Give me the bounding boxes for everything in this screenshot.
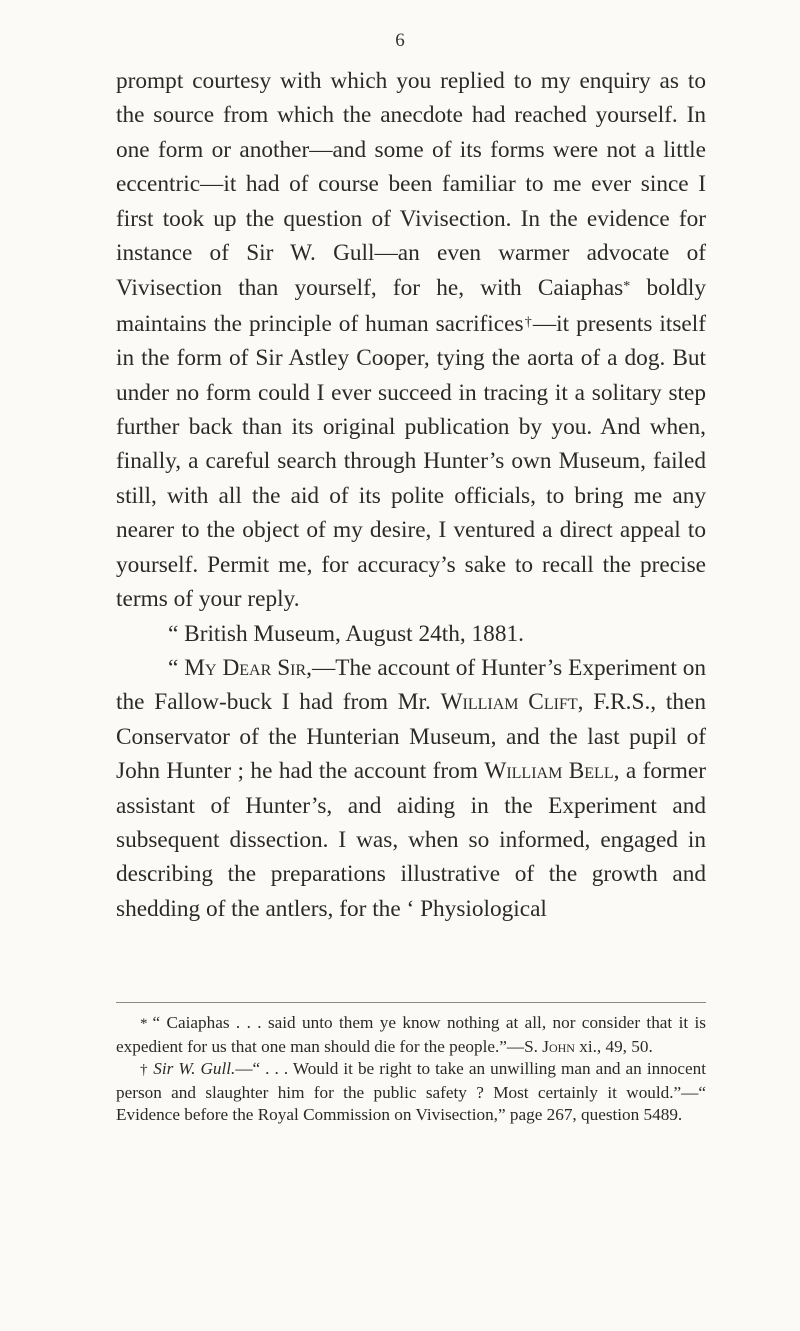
footnotes	[116, 1012, 706, 1127]
person-name: William Bell	[484, 758, 614, 785]
paragraph-text: —it presents itself in the form of Sir Astley Cooper, tying the aorta of a dog. But under no form could I ever succeed in tracing it a solitary step further back than its original publication by you. And when, finally, a careful search through Hunter’s own Museum, failed still, with all the aid of its polite officials, to bring me any nearer to the object of my desire, I ventured a direct appeal to yourself. Permit me, for accuracy’s sake to recall the precise terms of your reply.	[116, 310, 706, 613]
footnote-text: xi., 49, 50.	[574, 1036, 653, 1056]
footnote-name: Sir W. Gull.	[153, 1059, 236, 1079]
footnote-symbol: †	[140, 1062, 149, 1079]
salutation: My Dear Sir,	[184, 654, 312, 681]
page-number: 6	[395, 30, 405, 51]
footnote-symbol: *	[140, 1016, 148, 1032]
letter-heading: “ British Museum, August 24th, 1881.	[168, 620, 524, 647]
letter-text: —The account of Hunter’s Experiment on the Fallow-buck I had from Mr.	[116, 654, 706, 716]
footnote	[116, 1012, 706, 1058]
main-text	[116, 64, 706, 926]
letter-text: , a former assistant of Hunter’s, and aiding in the Experiment and subsequent dissection. I was, when so informed, engaged in describing the preparations illustrative of the growth and shedding of the antlers, for the ‘ Physiological	[116, 758, 706, 922]
letter-body	[116, 651, 706, 926]
paragraph	[116, 64, 706, 617]
letter-text: , F.R.S., then Conservator of the Hunterian Museum, and the last pupil of John Hunter ; he had the account from	[116, 689, 706, 785]
quote-mark: “	[168, 654, 185, 681]
footnote	[116, 1058, 706, 1127]
paragraph-text: boldly maintains the principle of human sacrifices	[116, 275, 706, 337]
footnote-mark: *	[623, 279, 631, 295]
footnote-mark: †	[523, 314, 533, 330]
paragraph-text: prompt courtesy with which you replied to my enquiry as to the source from which the anecdote had reached yourself. In one form or another—and some of its forms were not a little eccentric—it had of course been familiar to me ever since I first took up the question of Vivisection. In the evidence for instance of Sir W. Gull—an even warmer advocate of Vivisection than yourself, for he, with Caiaphas	[116, 68, 706, 302]
footnote-text: “ Caiaphas . . . said unto them ye know nothing at all, nor consider that it is expedient for us that one man should die for the people.”—S.	[116, 1013, 706, 1056]
footnote-text: —“ . . . Would it be right to take an unwilling man and an innocent person and slaughter him for the public safety ? Most certainly it would.”—“ Evidence before the Royal Commission on Vivisection,” page 267, question 5489.	[116, 1059, 707, 1125]
footnote-divider	[116, 1002, 706, 1003]
footnote-text: John	[542, 1036, 575, 1056]
person-name: William Clift	[440, 689, 578, 716]
